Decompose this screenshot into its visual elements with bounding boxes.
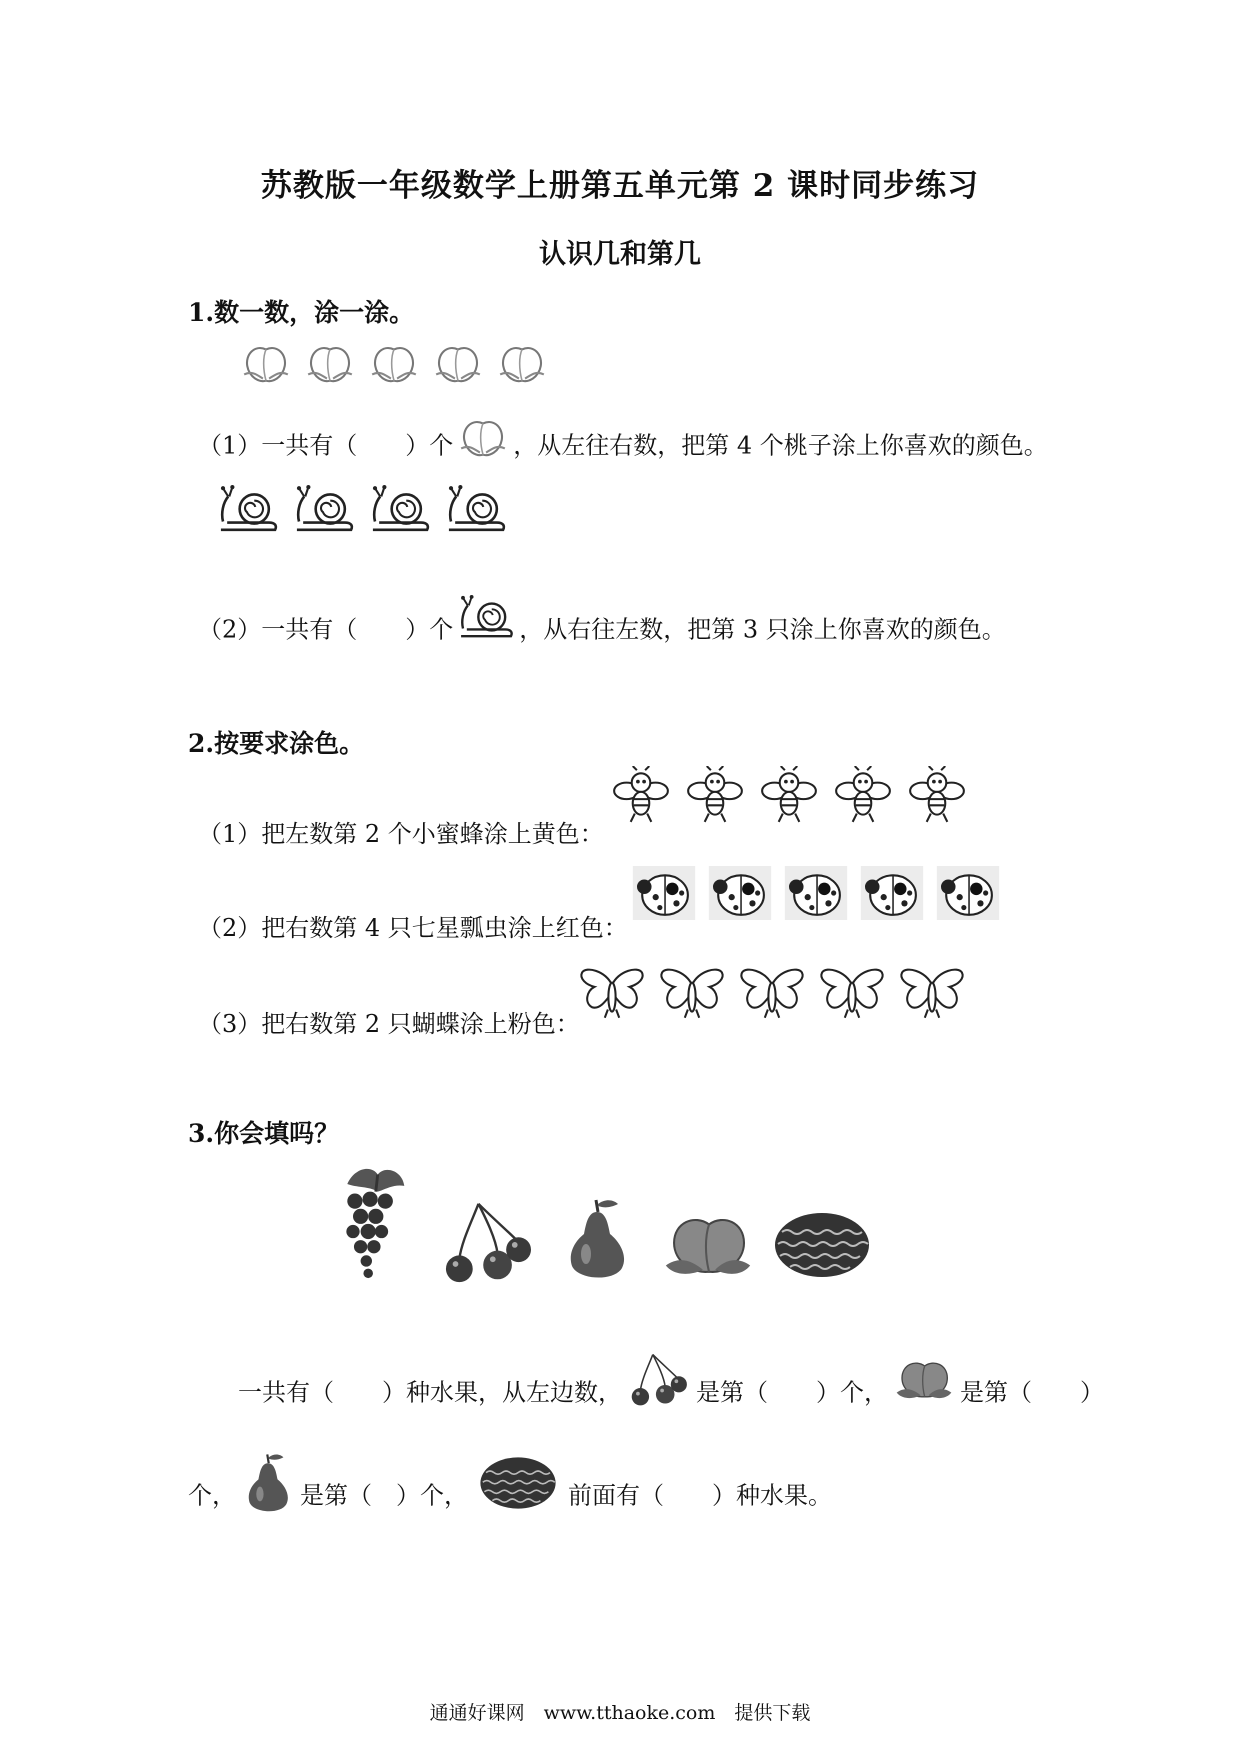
watermelon-icon [478,1455,558,1511]
peach-icon [240,340,292,386]
q1-item1-text-before: （1）一共有（ ）个 [198,431,454,460]
peach-icon [894,1356,954,1404]
peach-icon [457,414,509,460]
snail-row [216,484,520,534]
q3-line2 [188,1464,832,1530]
snail-icon [292,484,356,534]
watermelon-icon [772,1210,872,1280]
q1-item2-text-after: ，从右往左数，把第 3 只涂上你喜欢的颜色。 [519,615,1006,644]
ladybug-icon [784,866,848,920]
q1-heading: 1.数一数，涂一涂。 [188,298,415,327]
q3-line1 [238,1366,1104,1422]
ladybug-icon [708,866,772,920]
q3-line2-text-a: 个， [188,1481,236,1510]
bee-icon [832,766,894,824]
q1-item2 [198,608,1006,654]
peach-icon [304,340,356,386]
snail-icon [444,484,508,534]
q2-heading: 2.按要求涂色。 [188,729,365,758]
pear-icon [562,1194,632,1284]
butterfly-icon [818,964,886,1022]
snail-icon [368,484,432,534]
butterfly-icon [658,964,726,1022]
butterfly-row [578,964,978,1022]
bee-row [610,766,980,824]
butterfly-icon [738,964,806,1022]
peach-icon [368,340,420,386]
peach-icon [660,1210,756,1282]
q2-item2: （2）把右数第 4 只七星瓢虫涂上红色： [198,914,628,942]
bee-icon [906,766,968,824]
footer: 通通好课网 www.tthaoke.com 提供下载 [429,1702,811,1724]
q1-item1-text-after: ，从左往右数，把第 4 个桃子涂上你喜欢的颜色。 [513,431,1048,460]
cherry-icon [628,1352,690,1408]
page-title: 苏教版一年级数学上册第五单元第 2 课时同步练习 [260,168,980,204]
ladybug-icon [632,866,696,920]
q1-item1 [198,424,1048,470]
q1-item2-text-before: （2）一共有（ ）个 [198,615,454,644]
q3-line2-text-c: 前面有（ ）种水果。 [568,1481,832,1510]
snail-icon [216,484,280,534]
snail-icon [457,594,515,640]
bee-icon [758,766,820,824]
q3-line1-text-c: 是第（ ） [960,1378,1104,1407]
peach-icon [496,340,548,386]
peach-row [240,340,560,386]
ladybug-icon [936,866,1000,920]
butterfly-icon [578,964,646,1022]
cherry-icon [440,1200,536,1286]
bee-icon [610,766,672,824]
bee-icon [684,766,746,824]
pear-icon [242,1450,294,1516]
q2-item3: （3）把右数第 2 只蝴蝶涂上粉色： [198,1010,580,1038]
peach-icon [432,340,484,386]
page-subtitle: 认识几和第几 [539,239,701,270]
q3-heading: 3.你会填吗？ [188,1119,340,1148]
grape-icon [334,1160,410,1285]
q3-line1-text-a: 一共有（ ）种水果，从左边数， [238,1378,622,1407]
q2-item1: （1）把左数第 2 个小蜜蜂涂上黄色： [198,820,604,848]
butterfly-icon [898,964,966,1022]
q3-line2-text-b: 是第（ ）个， [300,1481,468,1510]
ladybug-icon [860,866,924,920]
ladybug-row [632,866,1012,920]
q3-line1-text-b: 是第（ ）个， [696,1378,888,1407]
